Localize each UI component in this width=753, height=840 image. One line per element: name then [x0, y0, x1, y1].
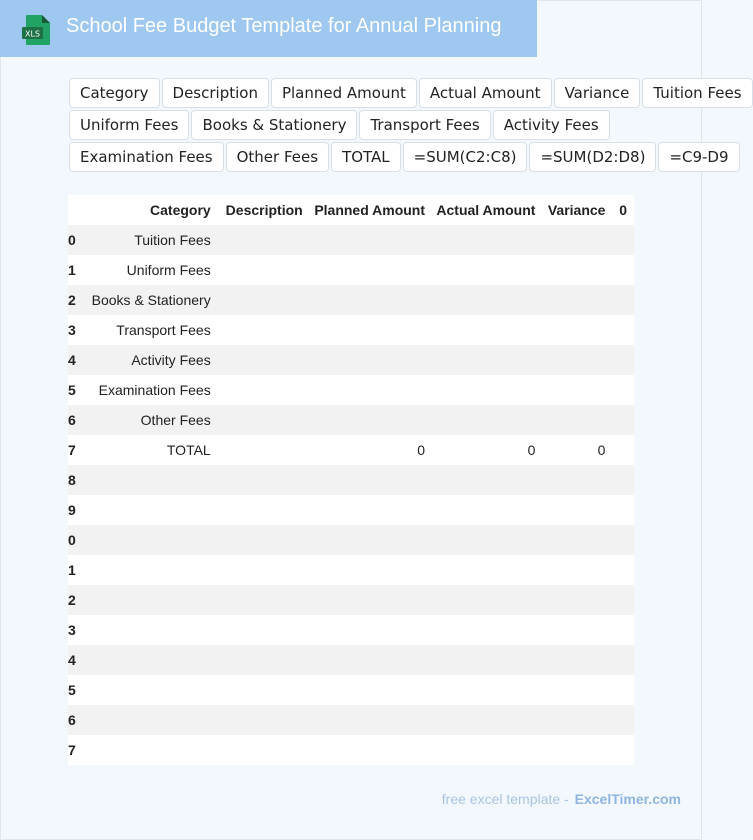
cell-description[interactable] [216, 225, 308, 255]
table-row [68, 585, 634, 615]
cell-category[interactable]: Tuition Fees [76, 225, 216, 255]
cell-extra[interactable] [610, 585, 634, 615]
cell-variance[interactable] [540, 735, 610, 765]
cell-extra[interactable] [610, 615, 634, 645]
cell-actual-amount[interactable] [430, 675, 540, 705]
cell-actual-amount[interactable] [430, 615, 540, 645]
cell-category[interactable]: Examination Fees [76, 375, 216, 405]
row-index [68, 645, 76, 675]
cell-description[interactable] [216, 555, 308, 585]
cell-planned-amount[interactable] [308, 405, 430, 435]
cell-actual-amount[interactable] [430, 255, 540, 285]
cell-extra[interactable] [610, 225, 634, 255]
header-category[interactable]: Category [76, 195, 216, 225]
table-row [68, 615, 634, 645]
row-index-label: 4 [68, 352, 76, 368]
cell-category[interactable]: TOTAL [76, 435, 216, 465]
table-row [68, 465, 634, 495]
row-index [68, 465, 76, 495]
header-actual-amount[interactable]: Actual Amount [430, 195, 540, 225]
cell-description[interactable] [216, 585, 308, 615]
cell-description[interactable] [216, 735, 308, 765]
cell-description[interactable] [216, 645, 308, 675]
row-index [68, 225, 76, 255]
cell-planned-amount[interactable] [308, 315, 430, 345]
cell-planned-amount[interactable] [308, 525, 430, 555]
cell-category[interactable] [76, 555, 216, 585]
table-row [68, 255, 634, 285]
chip-transport-fees[interactable]: Transport Fees [359, 110, 490, 140]
chip-other-fees[interactable]: Other Fees [226, 142, 329, 172]
row-index [68, 345, 76, 375]
page-title: School Fee Budget Template for Annual Planning [66, 15, 502, 37]
cell-actual-amount[interactable] [430, 405, 540, 435]
row-index-label: 4 [68, 652, 76, 668]
chip-uniform-fees[interactable]: Uniform Fees [69, 110, 189, 140]
row-index [68, 585, 76, 615]
cell-actual-amount[interactable] [430, 555, 540, 585]
chip-activity-fees[interactable]: Activity Fees [493, 110, 610, 140]
cell-category[interactable] [76, 495, 216, 525]
row-index-label: 3 [68, 622, 76, 638]
table-row [68, 345, 634, 375]
cell-description[interactable] [216, 705, 308, 735]
row-index [68, 375, 76, 405]
cell-extra[interactable] [610, 705, 634, 735]
cell-description[interactable] [216, 465, 308, 495]
cell-actual-amount[interactable] [430, 525, 540, 555]
cell-actual-amount[interactable] [430, 495, 540, 525]
cell-description[interactable] [216, 435, 308, 465]
chip-description[interactable]: Description [162, 78, 269, 108]
table-row [68, 435, 634, 465]
cell-extra[interactable] [610, 255, 634, 285]
chip-tuition-fees[interactable]: Tuition Fees [642, 78, 752, 108]
row-index-label: 6 [68, 712, 76, 728]
footer-prefix: free excel template - [441, 791, 569, 807]
cell-extra[interactable] [610, 435, 634, 465]
cell-variance[interactable] [540, 345, 610, 375]
cell-description[interactable] [216, 615, 308, 645]
header-variance[interactable]: Variance [540, 195, 610, 225]
cell-actual-amount[interactable] [430, 585, 540, 615]
row-index [68, 405, 76, 435]
cell-category[interactable]: Books & Stationery [76, 285, 216, 315]
table-row [68, 525, 634, 555]
table-row [68, 555, 634, 585]
chip-examination-fees[interactable]: Examination Fees [69, 142, 224, 172]
cell-actual-amount[interactable] [430, 645, 540, 675]
row-index [68, 555, 76, 585]
cell-actual-amount[interactable] [430, 735, 540, 765]
cell-extra[interactable] [610, 735, 634, 765]
cell-variance[interactable] [540, 615, 610, 645]
chip-variance-formula[interactable]: =C9-D9 [658, 142, 739, 172]
cell-variance[interactable] [540, 705, 610, 735]
cell-description[interactable] [216, 405, 308, 435]
cell-planned-amount[interactable] [308, 615, 430, 645]
cell-category[interactable]: Uniform Fees [76, 255, 216, 285]
cell-variance[interactable]: 0 [540, 435, 610, 465]
footer-credit [442, 791, 681, 807]
cell-planned-amount[interactable] [308, 465, 430, 495]
chip-category[interactable]: Category [69, 78, 160, 108]
row-index [68, 315, 76, 345]
cell-extra[interactable] [610, 645, 634, 675]
table-row [68, 735, 634, 765]
cell-actual-amount[interactable] [430, 705, 540, 735]
cell-extra[interactable] [610, 495, 634, 525]
cell-variance[interactable] [540, 405, 610, 435]
cell-description[interactable] [216, 255, 308, 285]
cell-variance[interactable] [540, 675, 610, 705]
cell-actual-amount[interactable] [430, 465, 540, 495]
table-row [68, 645, 634, 675]
cell-planned-amount[interactable] [308, 585, 430, 615]
chip-row-2 [69, 110, 699, 140]
cell-description[interactable] [216, 495, 308, 525]
cell-description[interactable] [216, 285, 308, 315]
chip-actual-amount[interactable]: Actual Amount [419, 78, 552, 108]
row-index [68, 285, 76, 315]
cell-description[interactable] [216, 675, 308, 705]
cell-variance[interactable] [540, 375, 610, 405]
table-row [68, 225, 634, 255]
table-row [68, 405, 634, 435]
cell-category[interactable] [76, 585, 216, 615]
cell-planned-amount[interactable] [308, 555, 430, 585]
cell-actual-amount[interactable] [430, 375, 540, 405]
cell-variance[interactable] [540, 285, 610, 315]
row-index-label: 7 [68, 742, 76, 758]
row-index [68, 435, 76, 465]
budget-table [68, 195, 634, 765]
chip-books-stationery[interactable]: Books & Stationery [191, 110, 357, 140]
title-banner [0, 0, 537, 57]
row-index-label: 0 [68, 532, 76, 548]
cell-actual-amount[interactable] [430, 345, 540, 375]
row-index-label: 1 [68, 562, 76, 578]
cell-description[interactable] [216, 345, 308, 375]
header-extra[interactable]: 0 [610, 195, 634, 225]
row-index-label: 5 [68, 382, 76, 398]
cell-description[interactable] [216, 525, 308, 555]
chip-variance[interactable]: Variance [554, 78, 641, 108]
cell-variance[interactable] [540, 315, 610, 345]
row-index [68, 615, 76, 645]
cell-variance[interactable] [540, 495, 610, 525]
cell-category[interactable] [76, 705, 216, 735]
field-chip-list [69, 78, 742, 174]
row-index [68, 735, 76, 765]
cell-variance[interactable] [540, 645, 610, 675]
row-index-label: 0 [68, 232, 76, 248]
cell-actual-amount[interactable] [430, 225, 540, 255]
cell-category[interactable] [76, 675, 216, 705]
cell-category[interactable] [76, 735, 216, 765]
table-row [68, 675, 634, 705]
cell-planned-amount[interactable] [308, 735, 430, 765]
table-row [68, 375, 634, 405]
cell-extra[interactable] [610, 285, 634, 315]
chip-row-1 [69, 78, 742, 108]
cell-category[interactable] [76, 645, 216, 675]
cell-planned-amount[interactable] [308, 255, 430, 285]
cell-extra[interactable] [610, 525, 634, 555]
chip-planned-amount[interactable]: Planned Amount [271, 78, 417, 108]
footer-brand-link[interactable]: ExcelTimer.com [574, 791, 681, 807]
cell-variance[interactable] [540, 225, 610, 255]
row-index-label: 2 [68, 592, 76, 608]
cell-planned-amount[interactable] [308, 285, 430, 315]
header-description[interactable]: Description [216, 195, 308, 225]
cell-actual-amount[interactable]: 0 [430, 435, 540, 465]
row-index [68, 495, 76, 525]
cell-variance[interactable] [540, 255, 610, 285]
cell-description[interactable] [216, 375, 308, 405]
row-index-label: 9 [68, 502, 76, 518]
chip-sum-planned[interactable]: =SUM(C2:C8) [403, 142, 528, 172]
header-planned-amount[interactable]: Planned Amount [308, 195, 430, 225]
cell-category[interactable] [76, 525, 216, 555]
row-index-label: 6 [68, 412, 76, 428]
cell-extra[interactable] [610, 375, 634, 405]
cell-planned-amount[interactable] [308, 375, 430, 405]
cell-planned-amount[interactable] [308, 675, 430, 705]
cell-actual-amount[interactable] [430, 285, 540, 315]
row-index-label: 5 [68, 682, 76, 698]
cell-planned-amount[interactable] [308, 225, 430, 255]
table-row [68, 285, 634, 315]
table-header-row [68, 195, 634, 225]
excel-file-icon [21, 14, 51, 46]
row-index-label: 8 [68, 472, 76, 488]
cell-extra[interactable] [610, 675, 634, 705]
row-index-label: 7 [68, 442, 76, 458]
cell-planned-amount[interactable] [308, 645, 430, 675]
row-index-label: 2 [68, 292, 76, 308]
chip-row-3 [69, 142, 729, 172]
row-index [68, 675, 76, 705]
table-body [68, 225, 634, 765]
cell-extra[interactable] [610, 555, 634, 585]
cell-variance[interactable] [540, 525, 610, 555]
cell-planned-amount[interactable] [308, 345, 430, 375]
cell-planned-amount[interactable] [308, 705, 430, 735]
cell-extra[interactable] [610, 345, 634, 375]
row-index [68, 705, 76, 735]
cell-category[interactable]: Other Fees [76, 405, 216, 435]
row-index [68, 525, 76, 555]
cell-actual-amount[interactable] [430, 315, 540, 345]
table-row [68, 495, 634, 525]
cell-extra[interactable] [610, 405, 634, 435]
cell-extra[interactable] [610, 465, 634, 495]
chip-sum-actual[interactable]: =SUM(D2:D8) [529, 142, 656, 172]
row-index [68, 255, 76, 285]
cell-extra[interactable] [610, 315, 634, 345]
row-index-label: 3 [68, 322, 76, 338]
cell-category[interactable] [76, 615, 216, 645]
cell-category[interactable]: Activity Fees [76, 345, 216, 375]
cell-variance[interactable] [540, 465, 610, 495]
cell-description[interactable] [216, 315, 308, 345]
cell-variance[interactable] [540, 555, 610, 585]
cell-variance[interactable] [540, 585, 610, 615]
index-header [68, 195, 76, 225]
table-row [68, 315, 634, 345]
cell-category[interactable] [76, 465, 216, 495]
table-row [68, 705, 634, 735]
cell-category[interactable]: Transport Fees [76, 315, 216, 345]
icon-label: XLS [24, 29, 41, 39]
row-index-label: 1 [68, 262, 76, 278]
cell-planned-amount[interactable] [308, 495, 430, 525]
chip-total[interactable]: TOTAL [331, 142, 401, 172]
cell-planned-amount[interactable]: 0 [308, 435, 430, 465]
